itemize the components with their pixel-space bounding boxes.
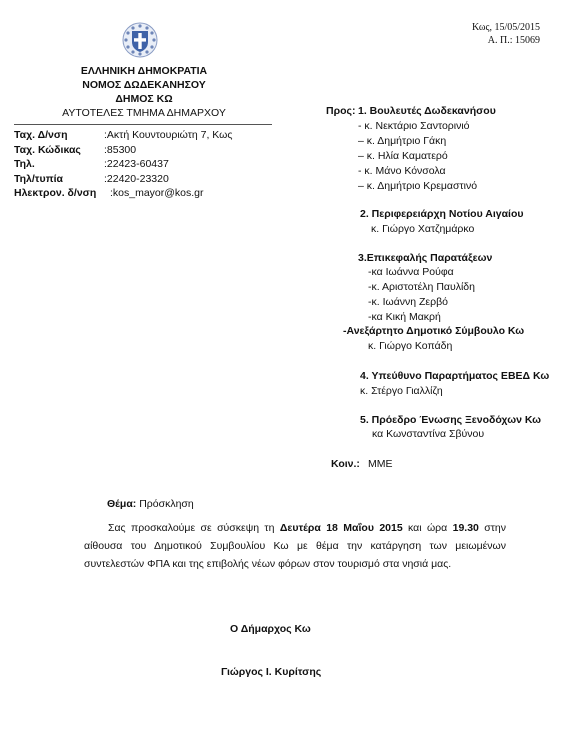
header-divider: [14, 124, 272, 125]
contact-row-phone: [14, 157, 232, 172]
meeting-time: 19.30: [452, 522, 479, 534]
contact-label: Ταχ. Δ/νση: [14, 129, 68, 141]
recipient-group-title: 5. Πρόεδρο Ένωσης Ξενοδόχων Κω: [360, 414, 542, 426]
contact-label: Τηλ.: [14, 158, 35, 170]
subject-label: Θέμα:: [107, 498, 137, 510]
greek-emblem-icon: [122, 22, 158, 58]
org-line-prefecture: ΝΟΜΟΣ ΔΩΔΕΚΑΝΗΣΟΥ: [82, 79, 206, 91]
contact-details: [14, 128, 232, 201]
recipient-item: κ. Γιώργο Χατζημάρκο: [371, 223, 475, 235]
contact-value: :22420-23320: [104, 172, 169, 185]
recipient-group-title: 1. Βουλευτές Δωδεκανήσου: [358, 105, 496, 117]
cc-label: Κοιν.:: [331, 458, 360, 470]
recipient-item: – κ. Δημήτριο Γάκη: [358, 135, 447, 147]
body-text-part: Σας προσκαλούμε σε σύσκεψη τη: [108, 522, 280, 534]
recipient-group-title: 2. Περιφερειάρχη Νοτίου Αιγαίου: [360, 208, 524, 220]
org-line-republic: ΕΛΛΗΝΙΚΗ ΔΗΜΟΚΡΑΤΙΑ: [80, 65, 208, 77]
signature-title: Ο Δήμαρχος Κω: [230, 623, 311, 635]
contact-label: Τηλ/τυπία: [14, 172, 64, 185]
cc-value: ΜΜΕ: [368, 458, 393, 470]
org-line-municipality: ΔΗΜΟΣ ΚΩ: [115, 93, 173, 105]
contact-value: :22423-60437: [104, 158, 169, 170]
organization-header: [54, 64, 234, 120]
contact-value: :kos_mayor@kos.gr: [110, 187, 204, 199]
recipient-item: – κ. Δημήτριο Κρεμαστινό: [358, 180, 478, 192]
org-line-department: ΑΥΤΟΤΕΛΕΣ ΤΜΗΜΑ ΔΗΜΑΡΧΟΥ: [62, 107, 226, 119]
contact-value: :85300: [104, 143, 137, 156]
letter-body: [84, 519, 506, 573]
contact-label: Ηλεκτρον. δ/νση: [14, 187, 97, 199]
body-paragraph: [84, 519, 506, 573]
recipient-item: – κ. Ηλία Καματερό: [358, 150, 448, 162]
contact-row-postcode: [14, 143, 232, 158]
body-text-part: στην αίθουσα του Δημοτικού Συμβουλίου Κω με θέμα την κατάργηση των μειωμένων συντελεστών ΦΠΑ και της επιβολής νέων φόρων στον τουρισμό στα νησιά μας.: [84, 522, 506, 570]
subject-line: [107, 498, 194, 510]
body-text-part: και ώρα: [402, 522, 453, 534]
recipient-item: -κα Ιωάννα Ρούφα: [368, 266, 454, 278]
contact-row-email: [14, 186, 232, 201]
recipient-item: -κ. Αριστοτέλη Παυλίδη: [368, 281, 475, 293]
recipient-item: -κα Κική Μακρή: [368, 311, 441, 323]
protocol-number: Α. Π.: 15069: [487, 35, 540, 46]
recipient-item: - κ. Νεκτάριο Σαντορινιό: [358, 120, 470, 132]
contact-label: Ταχ. Κώδικας: [14, 143, 81, 156]
contact-row-fax: [14, 172, 232, 187]
recipient-item: κα Κωνσταντίνα Σβύνου: [372, 428, 485, 440]
signature-name: Γιώργος Ι. Κυρίτσης: [221, 666, 322, 678]
recipient-group-title: 4. Υπεύθυνο Παραρτήματος ΕΒΕΔ Κω: [360, 370, 550, 382]
recipient-item: -κ. Ιωάννη Ζερβό: [368, 296, 448, 308]
recipient-item: κ. Γιώργο Κοπάδη: [368, 340, 453, 352]
recipient-item: - κ. Μάνο Κόνσολα: [358, 165, 446, 177]
to-label: Προς:: [326, 105, 356, 117]
date-line: Κως, 15/05/2015: [472, 22, 540, 33]
contact-value: :Ακτή Κουντουριώτη 7, Κως: [104, 129, 233, 141]
recipient-group-title: -Ανεξάρτητο Δημοτικό Σύμβουλο Κω: [343, 325, 525, 337]
recipient-group-title: 3.Επικεφαλής Παρατάξεων: [358, 252, 493, 264]
recipient-item: κ. Στέργο Γιαλλίζη: [360, 385, 443, 397]
subject-value: Πρόσκληση: [139, 498, 194, 510]
meeting-date: Δευτέρα 18 Μαΐου 2015: [279, 522, 403, 534]
contact-row-address: [14, 128, 232, 143]
date-protocol-block: [455, 21, 540, 47]
